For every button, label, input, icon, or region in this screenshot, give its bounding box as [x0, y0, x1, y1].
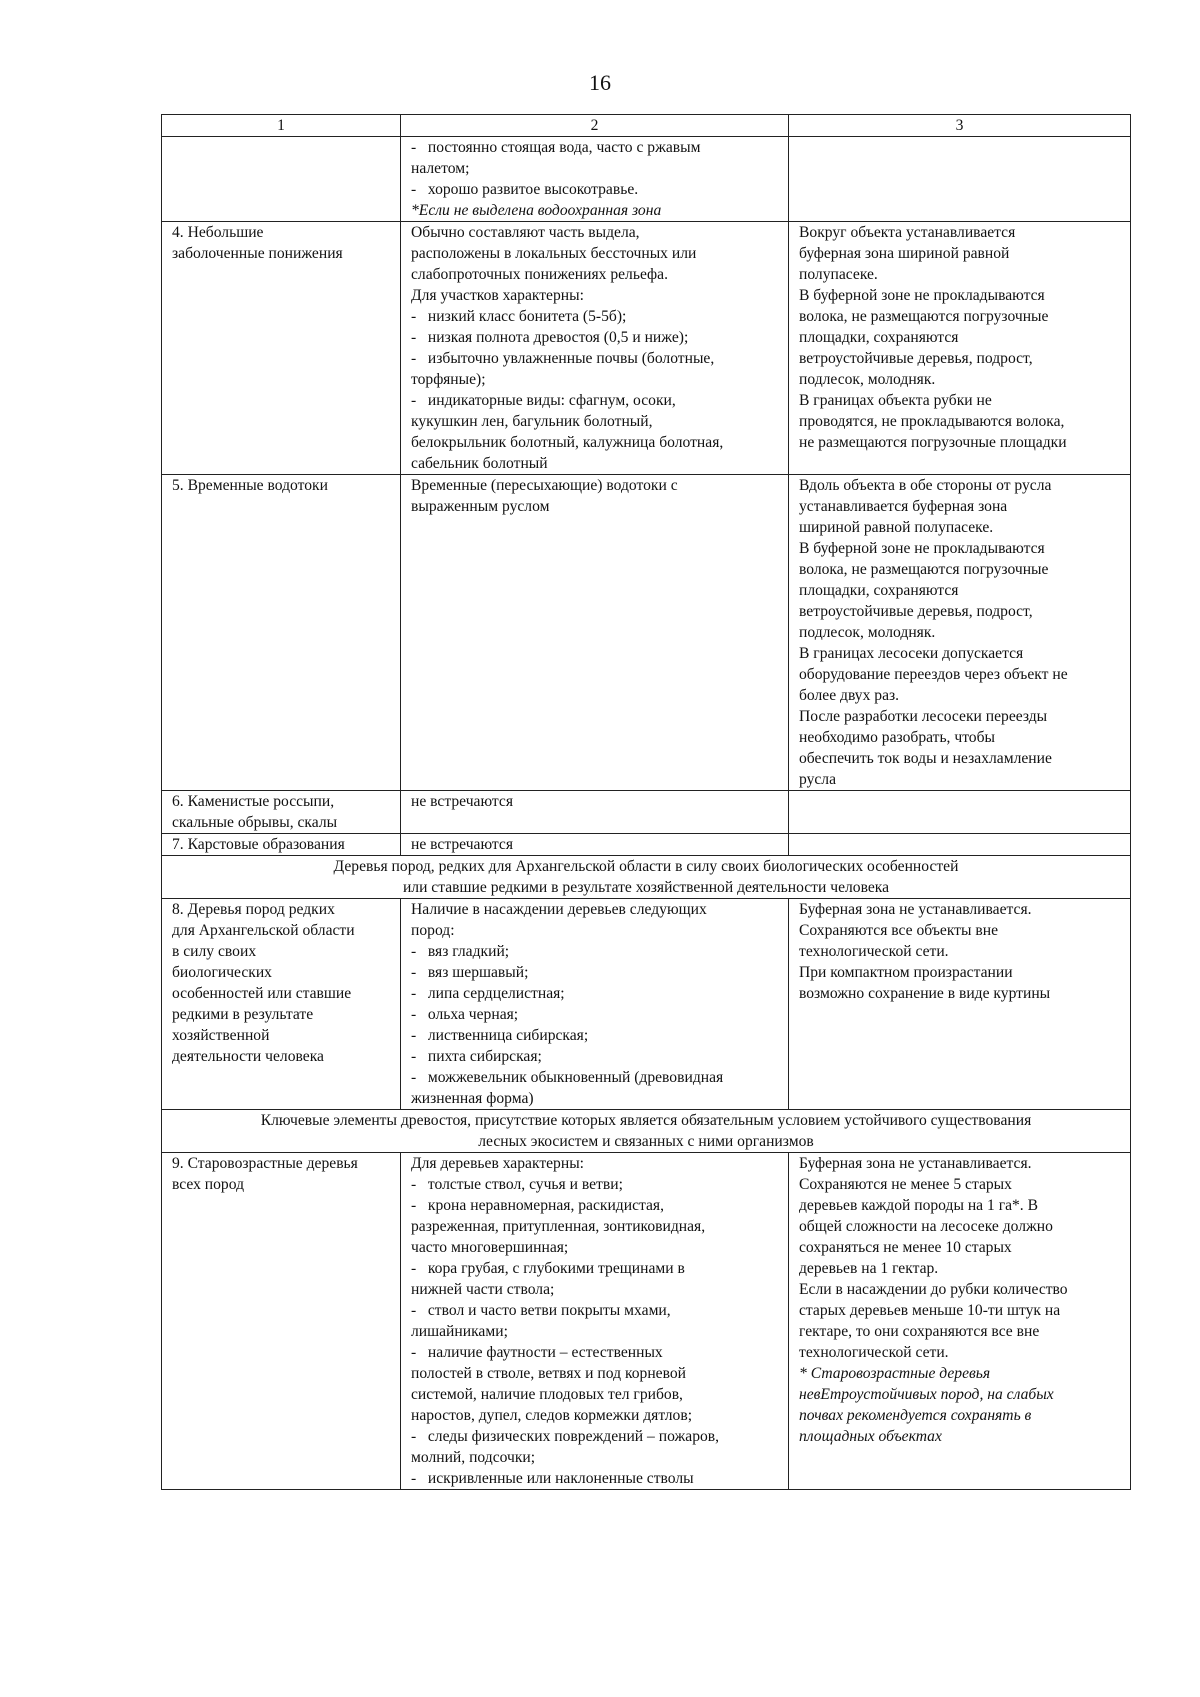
text-line: Вдоль объекта в обе стороны от русла	[799, 477, 1052, 494]
text-line: обеспечить ток воды и незахламление	[799, 750, 1052, 767]
text-line: 7. Карстовые образования	[172, 836, 345, 853]
text-line: расположены в локальных бессточных или	[411, 245, 697, 262]
text-line: После разработки лесосеки переезды	[799, 708, 1048, 725]
text-line: лесных экосистем и связанных с ними организмов	[478, 1133, 814, 1150]
measures-cell	[789, 791, 1131, 834]
characteristics-cell	[401, 1153, 789, 1490]
text-line: Сохраняются не менее 5 старых	[799, 1176, 1012, 1193]
text-line: - низкая полнота древостоя (0,5 и ниже);	[411, 327, 780, 348]
text-line: буферная зона шириной равной	[799, 245, 1010, 262]
text-line: полупасеке.	[799, 266, 878, 283]
text-line: - можжевельник обыкновенный (древовидная	[411, 1067, 780, 1088]
text-line: 5. Временные водотоки	[172, 477, 328, 494]
table-row	[162, 899, 1131, 1110]
text-line: площадки, сохраняются	[799, 582, 959, 599]
text-line: волока, не размещаются погрузочные	[799, 561, 1049, 578]
header-col-1: 1	[162, 115, 401, 137]
text-line: скальные обрывы, скалы	[172, 814, 338, 831]
object-cell	[162, 475, 401, 791]
text-line: Временные (пересыхающие) водотоки с	[411, 477, 678, 494]
text-line: подлесок, молодняк.	[799, 371, 936, 388]
text-line: особенностей или ставшие	[172, 985, 352, 1002]
section-header-key-elements	[162, 1110, 1131, 1153]
text-line: Если в насаждении до рубки количество	[799, 1281, 1068, 1298]
text-line: для Архангельской области	[172, 922, 355, 939]
text-line: 8. Деревья пород редких	[172, 901, 335, 918]
text-line: - низкий класс бонитета (5-5б);	[411, 306, 780, 327]
text-line: в силу своих	[172, 943, 257, 960]
text-line: В буферной зоне не прокладываются	[799, 287, 1045, 304]
text-line: торфяные);	[411, 371, 486, 388]
text-line: нижней части ствола;	[411, 1281, 555, 1298]
characteristics-cell	[401, 791, 789, 834]
object-cell	[162, 899, 401, 1110]
measures-cell	[789, 475, 1131, 791]
text-line: В границах лесосеки допускается	[799, 645, 1024, 662]
text-line: - липа сердцелистная;	[411, 983, 780, 1004]
text-line: - наличие фаутности – естественных	[411, 1342, 780, 1363]
text-line: *Если не выделена водоохранная зона	[411, 202, 662, 219]
text-line: часто многовершинная;	[411, 1239, 569, 1256]
text-line: лишайниками;	[411, 1323, 508, 1340]
text-line: деревьев на 1 гектар.	[799, 1260, 939, 1277]
text-line: - искривленные или наклоненные стволы	[411, 1468, 780, 1489]
text-line: пород:	[411, 922, 455, 939]
text-line: необходимо разобрать, чтобы	[799, 729, 996, 746]
text-line: сохраняться не менее 10 старых	[799, 1239, 1012, 1256]
text-line: проводятся, не прокладываются волока,	[799, 413, 1065, 430]
text-line: технологической сети.	[799, 1344, 949, 1361]
header-col-2: 2	[401, 115, 789, 137]
text-line: гектаре, то они сохраняются все вне	[799, 1323, 1040, 1340]
text-line: Буферная зона не устанавливается.	[799, 901, 1032, 918]
text-line: Буферная зона не устанавливается.	[799, 1155, 1032, 1172]
measures-cell	[789, 834, 1131, 856]
text-line: Для участков характерны:	[411, 287, 584, 304]
section-header-row	[162, 1110, 1131, 1153]
measures-cell	[789, 222, 1131, 475]
characteristics-cell	[401, 137, 789, 222]
text-line: биологических	[172, 964, 272, 981]
measures-cell	[789, 1153, 1131, 1490]
text-line: - ольха черная;	[411, 1004, 780, 1025]
text-line: Ключевые элементы древостоя, присутствие которых является обязательным условием устойчивого существования	[260, 1112, 1032, 1129]
text-line: системой, наличие плодовых тел грибов,	[411, 1386, 683, 1403]
text-line: устанавливается буферная зона	[799, 498, 1008, 515]
table-row	[162, 222, 1131, 475]
object-cell	[162, 1153, 401, 1490]
text-line: В буферной зоне не прокладываются	[799, 540, 1045, 557]
text-line: - кора грубая, с глубокими трещинами в	[411, 1258, 780, 1279]
table-row	[162, 834, 1131, 856]
text-line: ветроустойчивые деревья, подрост,	[799, 350, 1033, 367]
text-line: * Старовозрастные деревья	[799, 1365, 991, 1382]
text-line: белокрыльник болотный, калужница болотная,	[411, 434, 724, 451]
text-line: русла	[799, 771, 837, 788]
text-line: старых деревьев меньше 10-ти штук на	[799, 1302, 1061, 1319]
text-line: наростов, дупел, следов кормежки дятлов;	[411, 1407, 693, 1424]
text-line: кукушкин лен, багульник болотный,	[411, 413, 653, 430]
page-number: 16	[589, 70, 611, 95]
text-line: общей сложности на лесосеке должно	[799, 1218, 1053, 1235]
text-line: выраженным руслом	[411, 498, 550, 515]
characteristics-cell	[401, 899, 789, 1110]
text-line: - вяз гладкий;	[411, 941, 780, 962]
text-line: Вокруг объекта устанавливается	[799, 224, 1016, 241]
text-line: - толстые ствол, сучья и ветви;	[411, 1174, 780, 1195]
text-line: 6. Каменистые россыпи,	[172, 793, 335, 810]
object-cell	[162, 834, 401, 856]
text-line: площадки, сохраняются	[799, 329, 959, 346]
text-line: - индикаторные виды: сфагнум, осоки,	[411, 390, 780, 411]
text-line: Обычно составляют часть выдела,	[411, 224, 640, 241]
text-line: возможно сохранение в виде куртины	[799, 985, 1051, 1002]
measures-cell	[789, 899, 1131, 1110]
object-cell	[162, 137, 401, 222]
text-line: В границах объекта рубки не	[799, 392, 992, 409]
text-line: сабельник болотный	[411, 455, 548, 472]
text-line: не встречаются	[411, 793, 513, 810]
text-line: жизненная форма)	[411, 1090, 534, 1107]
text-line: всех пород	[172, 1176, 245, 1193]
text-line: почвах рекомендуется сохранять в	[799, 1407, 1032, 1424]
table-header-row	[162, 115, 1131, 137]
text-line: невЕтроустойчивых пород, на слабых	[799, 1386, 1054, 1403]
text-line: - следы физических повреждений – пожаров,	[411, 1426, 780, 1447]
object-cell	[162, 222, 401, 475]
text-line: Для деревьев характерны:	[411, 1155, 585, 1172]
text-line: не встречаются	[411, 836, 513, 853]
text-line: площадных объектах	[799, 1428, 942, 1445]
text-line: При компактном произрастании	[799, 964, 1013, 981]
text-line: - крона неравномерная, раскидистая,	[411, 1195, 780, 1216]
text-line: - избыточно увлажненные почвы (болотные,	[411, 348, 780, 369]
text-line: - ствол и часто ветви покрыты мхами,	[411, 1300, 780, 1321]
table-row	[162, 1153, 1131, 1490]
text-line: более двух раз.	[799, 687, 900, 704]
text-line: волока, не размещаются погрузочные	[799, 308, 1049, 325]
section-header-row	[162, 856, 1131, 899]
text-line: слабопроточных понижениях рельефа.	[411, 266, 668, 283]
table-row	[162, 475, 1131, 791]
text-line: - постоянно стоящая вода, часто с ржавым	[411, 137, 780, 158]
object-cell	[162, 791, 401, 834]
text-line: - пихта сибирская;	[411, 1046, 780, 1067]
characteristics-cell	[401, 222, 789, 475]
table-row	[162, 791, 1131, 834]
protection-table	[161, 114, 1131, 1490]
text-line: редкими в результате	[172, 1006, 314, 1023]
text-line: шириной равной полупасеке.	[799, 519, 994, 536]
text-line: - лиственница сибирская;	[411, 1025, 780, 1046]
text-line: подлесок, молодняк.	[799, 624, 936, 641]
text-line: - хорошо развитое высокотравье.	[411, 179, 780, 200]
text-line: 4. Небольшие	[172, 224, 264, 241]
text-line: полостей в стволе, ветвях и под корневой	[411, 1365, 686, 1382]
header-col-3: 3	[789, 115, 1131, 137]
text-line: хозяйственной	[172, 1027, 270, 1044]
text-line: деятельности человека	[172, 1048, 324, 1065]
characteristics-cell	[401, 834, 789, 856]
text-line: молний, подсочки;	[411, 1449, 536, 1466]
section-header-rare-species	[162, 856, 1131, 899]
text-line: технологической сети.	[799, 943, 949, 960]
text-line: Наличие в насаждении деревьев следующих	[411, 901, 707, 918]
text-line: не размещаются погрузочные площадки	[799, 434, 1067, 451]
text-line: Сохраняются все объекты вне	[799, 922, 999, 939]
text-line: или ставшие редкими в результате хозяйственной деятельности человека	[402, 879, 890, 896]
text-line: деревьев каждой породы на 1 га*. В	[799, 1197, 1039, 1214]
text-line: Деревья пород, редких для Архангельской области в силу своих биологических особенностей	[333, 858, 959, 875]
text-line: разреженная, притупленная, зонтиковидная,	[411, 1218, 706, 1235]
characteristics-cell	[401, 475, 789, 791]
text-line: 9. Старовозрастные деревья	[172, 1155, 358, 1172]
text-line: - вяз шершавый;	[411, 962, 780, 983]
text-line: заболоченные понижения	[172, 245, 343, 262]
measures-cell	[789, 137, 1131, 222]
table-row	[162, 137, 1131, 222]
text-line: налетом;	[411, 160, 470, 177]
text-line: оборудование переездов через объект не	[799, 666, 1068, 683]
text-line: ветроустойчивые деревья, подрост,	[799, 603, 1033, 620]
